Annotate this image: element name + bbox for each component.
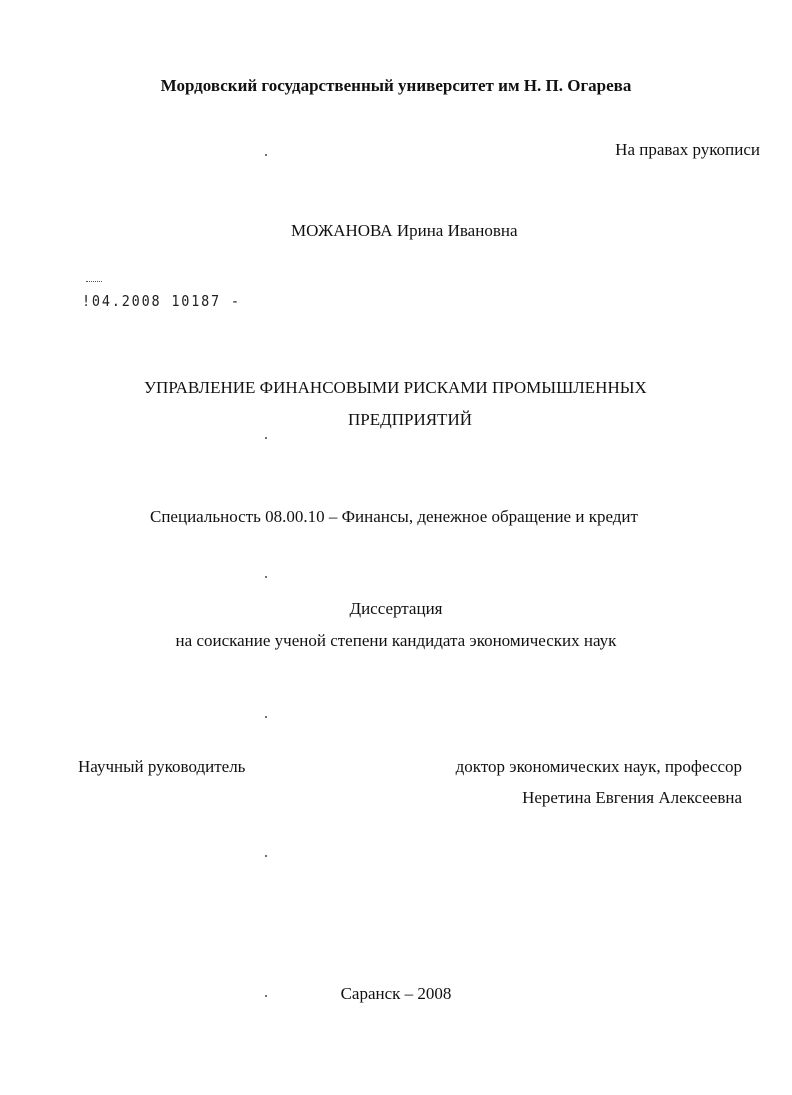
- work-type: Диссертация: [349, 599, 443, 618]
- dissertation-title-line-2: ПРЕДПРИЯТИЙ: [348, 410, 472, 429]
- dissertation-title-line-1: УПРАВЛЕНИЕ ФИНАНСОВЫМИ РИСКАМИ ПРОМЫШЛЕННЫХ: [144, 378, 647, 397]
- supervisor-credentials: доктор экономических наук, профессор: [455, 757, 742, 776]
- supervisor-name: Неретина Евгения Алексеевна: [522, 788, 742, 807]
- scan-artifact-dot: [265, 576, 267, 578]
- scan-artifact-dot: [265, 995, 267, 997]
- degree-line: на соискание ученой степени кандидата экономических наук: [175, 631, 617, 650]
- supervisor-label: Научный руководитель: [78, 757, 246, 776]
- specialty-line: Специальность 08.00.10 – Финансы, денежное обращение и кредит: [150, 507, 638, 526]
- author-name: МОЖАНОВА Ирина Ивановна: [291, 221, 518, 240]
- scan-artifact-dot: [265, 716, 267, 718]
- stamp-tick-marks: [86, 281, 102, 284]
- scan-artifact-dot: [265, 154, 267, 156]
- manuscript-rights-note: На правах рукописи: [615, 140, 760, 159]
- registration-stamp: !04.2008 10187 -: [82, 292, 241, 310]
- place-and-year: Саранск – 2008: [340, 984, 452, 1003]
- scan-artifact-dot: [265, 855, 267, 857]
- university-name: Мордовский государственный университет им Н. П. Огарева: [160, 76, 632, 95]
- scan-artifact-dot: [265, 437, 267, 439]
